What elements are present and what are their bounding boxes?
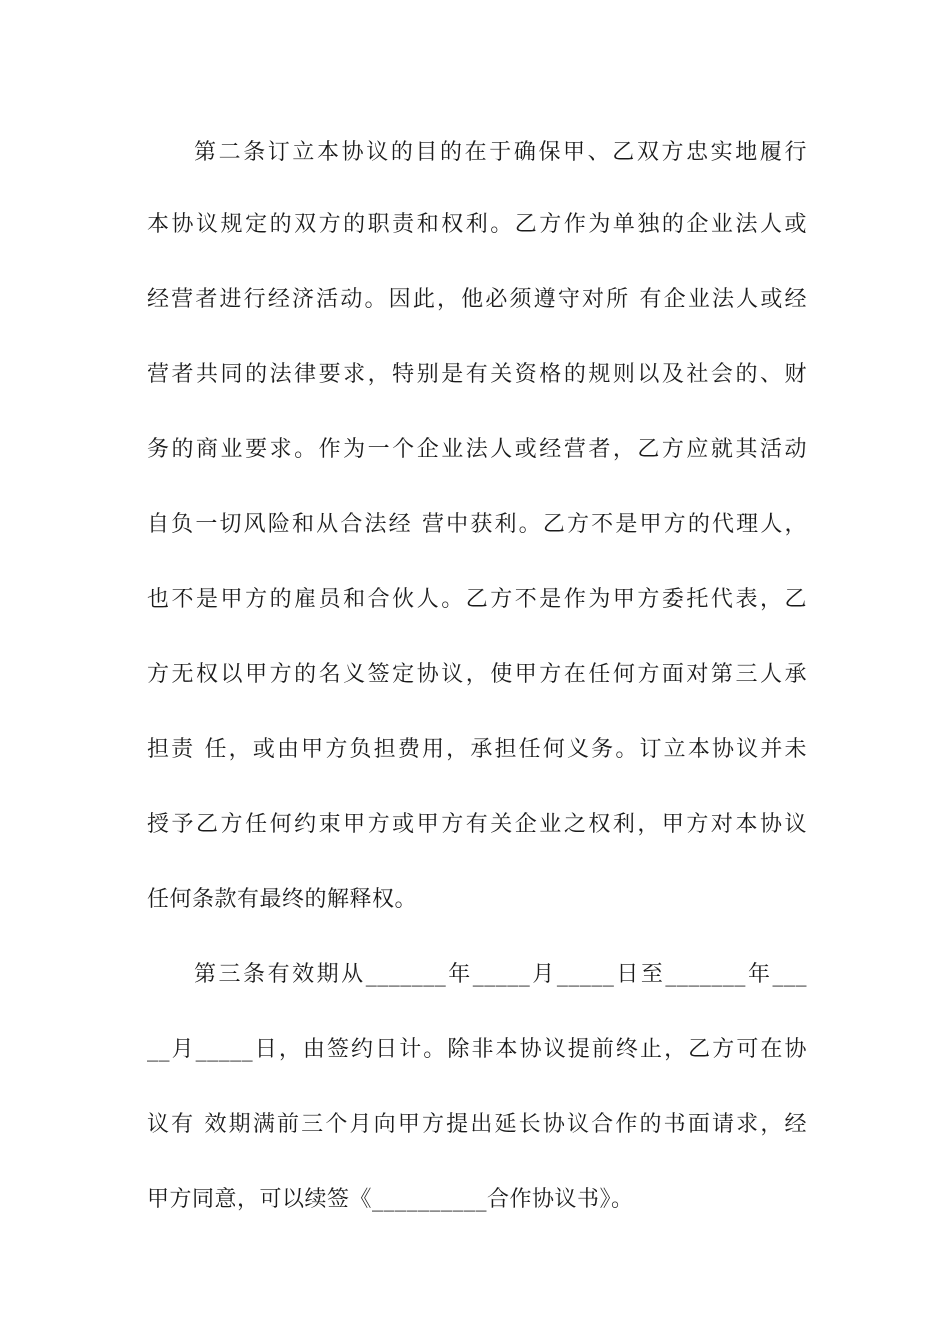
paragraph-line: 务的商业要求。作为一个企业法人或经营者，乙方应就其活动 (147, 437, 807, 462)
paragraph-line: 经营者进行经济活动。因此，他必须遵守对所 有企业法人或经 (147, 287, 807, 312)
paragraph-line: 营者共同的法律要求，特别是有关资格的规则以及社会的、财 (147, 362, 807, 387)
paragraph-line: 任何条款有最终的解释权。 (147, 887, 418, 912)
paragraph-line: 本协议规定的双方的职责和权利。乙方作为单独的企业法人或 (147, 212, 807, 237)
paragraph-line: 授予乙方任何约束甲方或甲方有关企业之权利，甲方对本协议 (147, 812, 807, 837)
paragraph-line: 议有 效期满前三个月向甲方提出延长协议合作的书面请求，经 (147, 1112, 807, 1137)
paragraph-line: __月_____日，由签约日计。除非本协议提前终止，乙方可在协 (147, 1037, 807, 1062)
paragraph-line: 第二条订立本协议的目的在于确保甲、乙双方忠实地履行 (194, 140, 807, 165)
paragraph-line: 也不是甲方的雇员和合伙人。乙方不是作为甲方委托代表，乙 (147, 587, 807, 612)
paragraph-line: 甲方同意，可以续签《__________合作协议书》。 (147, 1187, 634, 1212)
paragraph-line: 第三条有效期从_______年_____月_____日至_______年___ (194, 962, 807, 987)
paragraph-line: 自负一切风险和从合法经 营中获利。乙方不是甲方的代理人， (147, 512, 807, 537)
paragraph-line: 方无权以甲方的名义签定协议，使甲方在任何方面对第三人承 (147, 662, 807, 687)
paragraph-line: 担责 任，或由甲方负担费用，承担任何义务。订立本协议并未 (147, 737, 807, 762)
